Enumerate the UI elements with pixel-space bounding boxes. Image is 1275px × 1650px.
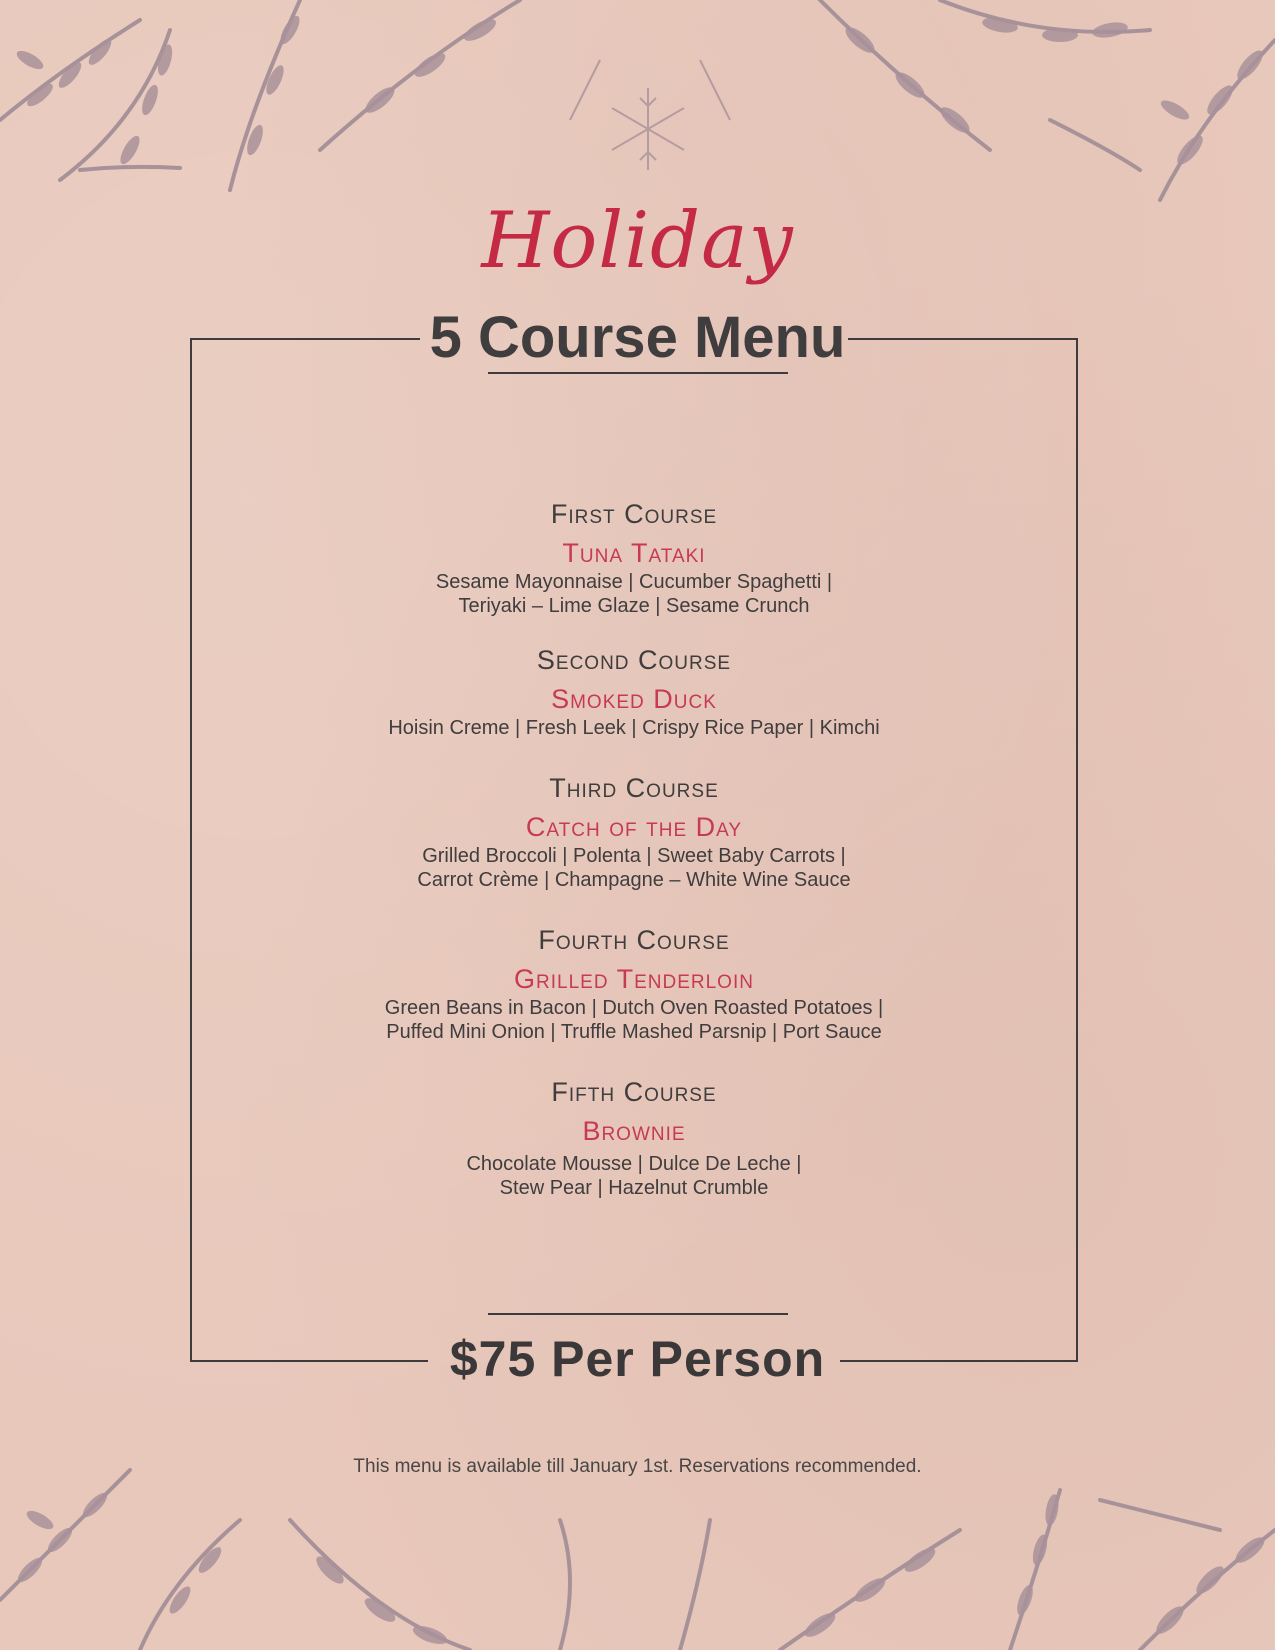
course-heading: First Course	[550, 499, 718, 529]
course-third	[192, 770, 1076, 892]
course-heading: Fifth Course	[551, 1077, 717, 1107]
dish-description-line: Sesame Mayonnaise | Cucumber Spaghetti |	[435, 571, 833, 593]
dish-name: Grilled Tenderloin	[514, 964, 754, 994]
course-first	[192, 496, 1076, 618]
title-underline	[488, 372, 788, 374]
course-heading: Third Course	[549, 773, 719, 803]
dish-description-line: Carrot Crème | Champagne – White Wine Sauce	[417, 869, 851, 891]
course-fourth	[192, 922, 1076, 1044]
dish-name: Brownie	[582, 1116, 686, 1146]
course-heading: Fourth Course	[538, 925, 730, 955]
dish-name: Catch of the Day	[525, 812, 743, 842]
price-rule	[488, 1313, 788, 1315]
dish-name: Smoked Duck	[551, 684, 717, 714]
price-per-person: $75 Per Person	[449, 1331, 826, 1387]
course-second	[192, 642, 1076, 740]
availability-note: This menu is available till January 1st. Reservations recommended.	[353, 1456, 922, 1477]
holiday-script-title: Holiday	[481, 196, 794, 286]
dish-name: Tuna Tataki	[562, 538, 706, 568]
dish-description-line: Green Beans in Bacon | Dutch Oven Roasted Potatoes |	[384, 997, 884, 1019]
dish-description-line: Stew Pear | Hazelnut Crumble	[499, 1177, 769, 1199]
course-heading: Second Course	[536, 645, 732, 675]
dish-description-line: Grilled Broccoli | Polenta | Sweet Baby Carrots |	[422, 845, 846, 867]
branch-illustration-bottom	[0, 1460, 1275, 1650]
dish-description-line: Hoisin Creme | Fresh Leek | Crispy Rice Paper | Kimchi	[388, 717, 880, 739]
page-title: 5 Course Menu	[429, 305, 846, 370]
branch-illustration-top	[0, 0, 1275, 210]
foliage-top-decoration	[0, 0, 1275, 210]
dish-description-line: Puffed Mini Onion | Truffle Mashed Parsnip | Port Sauce	[386, 1021, 882, 1043]
dish-description-line: Teriyaki – Lime Glaze | Sesame Crunch	[458, 595, 810, 617]
dish-description-line: Chocolate Mousse | Dulce De Leche |	[466, 1153, 802, 1175]
foliage-bottom-decoration	[0, 1460, 1275, 1650]
frame-right-border	[1076, 338, 1078, 1362]
course-fifth	[192, 1074, 1076, 1200]
